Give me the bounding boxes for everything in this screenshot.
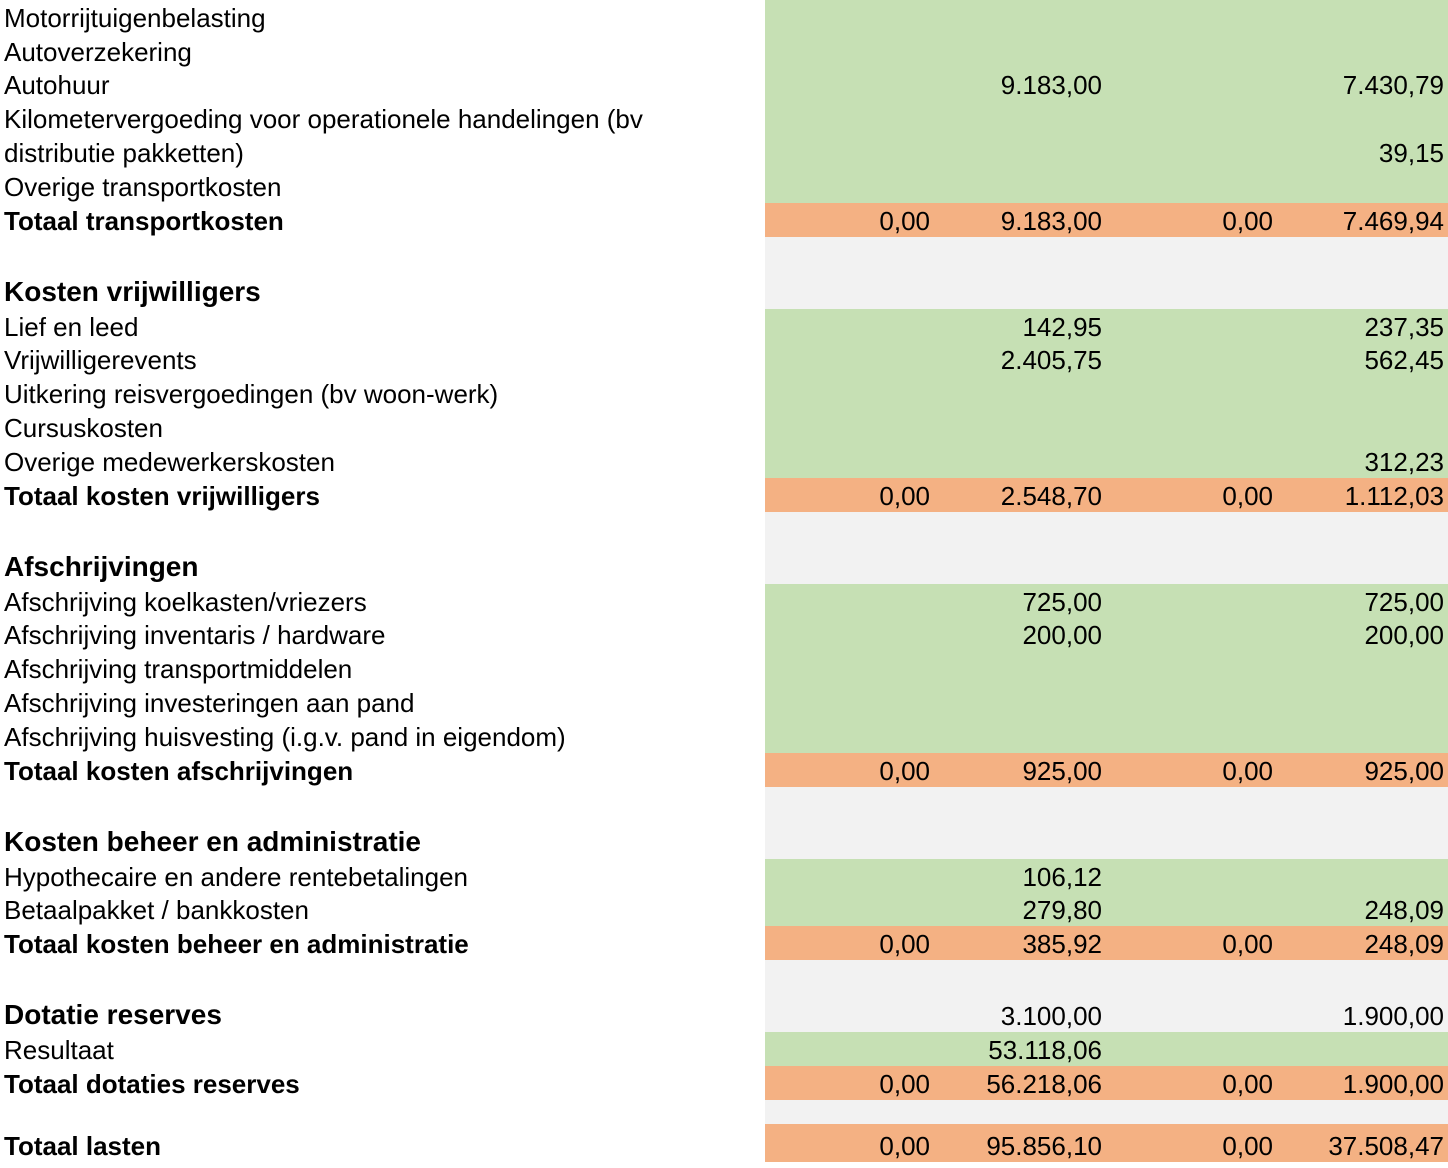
cell-background [765,169,1448,203]
value-c2: 925,00 [1022,755,1102,786]
table-row [0,410,1448,444]
value-c3: 0,00 [1222,480,1273,511]
total-row [0,203,1448,237]
section-header-row [0,271,1448,309]
spacer-row [0,237,1448,271]
value-c2: 279,80 [1022,895,1102,926]
value-c3: 0,00 [1222,755,1273,786]
cell-background [765,410,1448,444]
row-label: Autohuur [4,70,110,101]
value-c4: 925,00 [1364,755,1444,786]
value-c4: 7.430,79 [1342,70,1444,101]
value-c2: 53.118,06 [988,1035,1102,1066]
value-c1: 0,00 [879,1069,930,1100]
table-row [0,651,1448,685]
cell-background [765,135,1448,169]
cell-background [765,0,1448,34]
row-label: distributie pakketten) [4,137,244,168]
cell-background [765,1032,1448,1066]
cell-background [765,651,1448,685]
table-row [0,1032,1448,1066]
table-row [0,169,1448,203]
row-label: Kilometervergoeding voor operationele handelingen (bv [4,104,643,135]
total-row [0,1124,1448,1162]
section-header-row [0,994,1448,1032]
cell-background [765,546,1448,584]
table-row [0,34,1448,68]
table-row [0,719,1448,753]
spacer-row [0,960,1448,994]
value-c2: 95.856,10 [986,1131,1102,1162]
value-c2: 9.183,00 [1000,205,1102,236]
value-c4: 37.508,47 [1328,1131,1444,1162]
cell-background [765,584,1448,618]
row-label: Afschrijving koelkasten/vriezers [4,586,367,617]
value-c1: 0,00 [879,205,930,236]
value-c4: 1.112,03 [1344,480,1444,511]
row-label: Totaal kosten beheer en administratie [4,929,469,960]
value-c3: 0,00 [1222,929,1273,960]
cell-background [765,821,1448,859]
value-c4: 725,00 [1364,586,1444,617]
value-c4: 39,15 [1378,137,1444,168]
cell-background [765,512,1448,546]
cell-background [765,376,1448,410]
table-row [0,68,1448,102]
value-c4: 312,23 [1364,446,1444,477]
cell-background [765,753,1448,787]
row-label: Lief en leed [4,311,139,342]
cell-background [765,271,1448,309]
cell-background [765,343,1448,377]
section-header-row [0,546,1448,584]
row-label: Dotatie reserves [4,999,222,1031]
spacer-row [0,1100,1448,1124]
value-c3: 0,00 [1222,1069,1273,1100]
row-label: Totaal kosten afschrijvingen [4,755,354,786]
row-label: Motorrijtuigenbelasting [4,2,266,33]
cell-background [765,101,1448,135]
row-label: Uitkering reisvergoedingen (bv woon-werk) [4,379,499,410]
cell-background [765,685,1448,719]
row-label: Cursuskosten [4,412,163,443]
row-label: Afschrijving investeringen aan pand [4,687,415,718]
value-c1: 0,00 [879,929,930,960]
value-c1: 0,00 [879,755,930,786]
row-label: Afschrijvingen [4,550,199,582]
table-row [0,685,1448,719]
value-c4: 1.900,00 [1342,1001,1444,1032]
cell-background [765,1100,1448,1124]
cell-background [765,859,1448,893]
row-label: Afschrijving huisvesting (i.g.v. pand in eigendom) [4,721,566,752]
cell-background [765,237,1448,271]
table-row [0,343,1448,377]
value-c4: 562,45 [1364,345,1444,376]
value-c2: 9.183,00 [1000,70,1102,101]
cell-background [765,309,1448,343]
value-c4: 248,09 [1364,895,1444,926]
value-c4: 1.900,00 [1342,1069,1444,1100]
cell-background [765,787,1448,821]
row-label: Vrijwilligerevents [4,345,197,376]
value-c2: 200,00 [1022,620,1102,651]
spacer-row [0,787,1448,821]
table-row [0,101,1448,135]
row-label: Kosten vrijwilligers [4,275,261,307]
value-c2: 106,12 [1022,861,1102,892]
row-label: Totaal lasten [4,1131,162,1162]
table-row [0,893,1448,927]
value-c1: 0,00 [879,480,930,511]
table-row [0,618,1448,652]
table-row [0,584,1448,618]
cell-background [765,893,1448,927]
value-c2: 2.405,75 [1000,345,1102,376]
cell-background [765,34,1448,68]
row-label: Betaalpakket / bankkosten [4,895,309,926]
row-label: Resultaat [4,1035,114,1066]
row-label: Afschrijving inventaris / hardware [4,620,386,651]
cell-background [765,618,1448,652]
value-c4: 248,09 [1364,929,1444,960]
value-c4: 7.469,94 [1342,205,1444,236]
cell-background [765,960,1448,994]
cell-background [765,444,1448,478]
table-row [0,376,1448,410]
total-row [0,478,1448,512]
value-c2: 725,00 [1022,586,1102,617]
row-label: Kosten beheer en administratie [4,825,422,857]
table-row [0,0,1448,34]
value-c2: 2.548,70 [1000,480,1102,511]
table-row [0,309,1448,343]
table-row [0,444,1448,478]
value-c2: 385,92 [1022,929,1102,960]
row-label: Totaal kosten vrijwilligers [4,480,320,511]
spacer-row [0,512,1448,546]
cell-background [765,926,1448,960]
row-label: Totaal transportkosten [4,205,284,236]
row-label: Afschrijving transportmiddelen [4,654,353,685]
value-c1: 0,00 [879,1131,930,1162]
value-c4: 200,00 [1364,620,1444,651]
total-row [0,753,1448,787]
value-c2: 3.100,00 [1000,1001,1102,1032]
value-c4: 237,35 [1364,311,1444,342]
value-c3: 0,00 [1222,205,1273,236]
value-c3: 0,00 [1222,1131,1273,1162]
row-label: Overige medewerkerskosten [4,446,335,477]
value-c2: 56.218,06 [986,1069,1102,1100]
table-row [0,135,1448,169]
value-c2: 142,95 [1022,311,1102,342]
cell-background [765,719,1448,753]
section-header-row [0,821,1448,859]
total-row [0,1066,1448,1100]
row-label: Autoverzekering [4,36,192,67]
row-label: Overige transportkosten [4,171,282,202]
total-row [0,926,1448,960]
row-label: Totaal dotaties reserves [4,1069,300,1100]
row-label: Hypothecaire en andere rentebetalingen [4,861,469,892]
table-row [0,859,1448,893]
